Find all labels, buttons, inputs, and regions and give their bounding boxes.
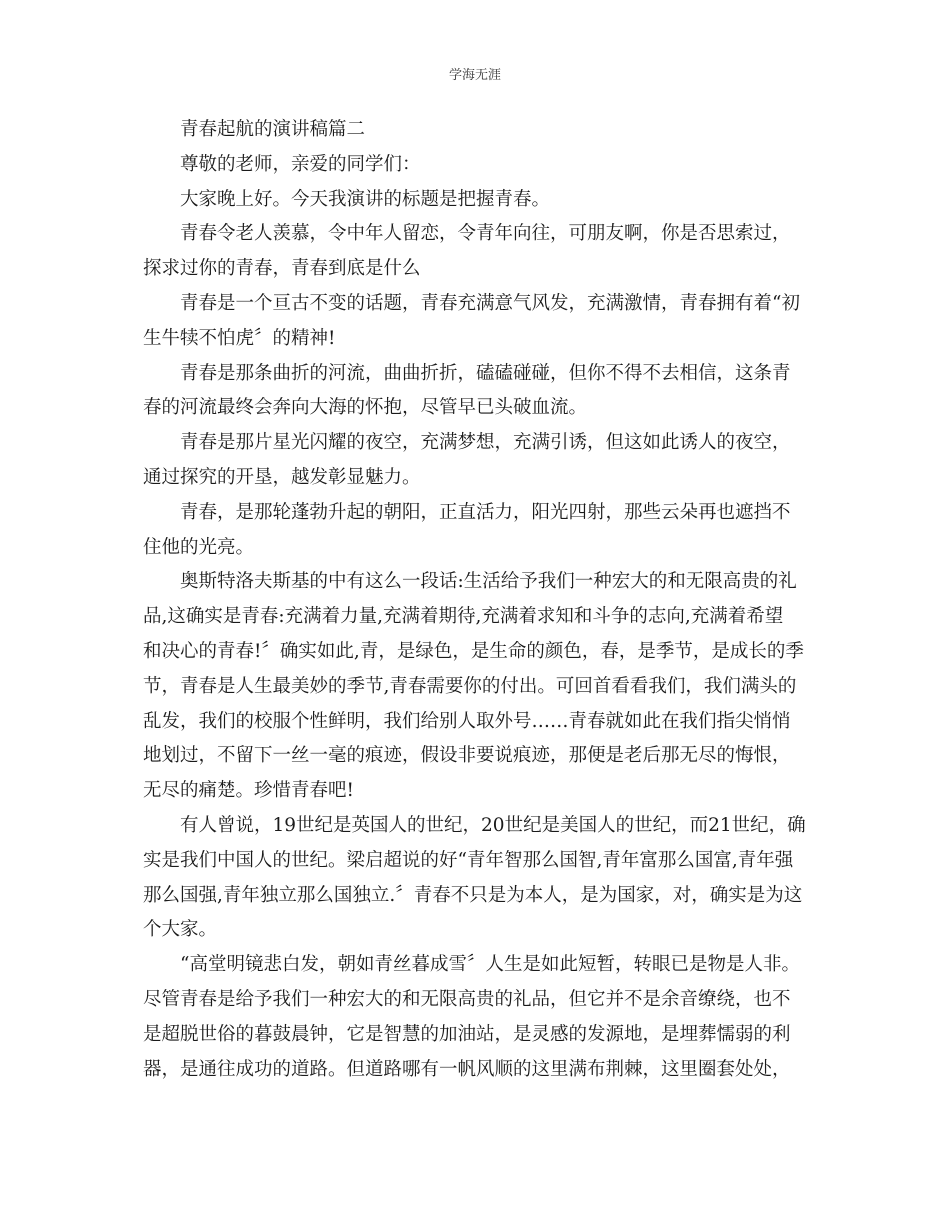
text-line: 尽管青春是给予我们一种宏大的和无限高贵的礼品，但它并不是余音缭绕，也不 [143, 988, 791, 1010]
text-line: 探求过你的青春，青春到底是什么 [143, 258, 421, 280]
document-body [143, 113, 815, 1087]
text-line: 通过探究的开垦，越发彰显魅力。 [143, 466, 421, 488]
text-line: 节，青春是人生最美妙的季节,青春需要你的付出。可回首看看我们，我们满头的 [143, 675, 797, 697]
text-line: 乱发，我们的校服个性鲜明，我们给别人取外号……青春就如此在我们指尖悄悄 [143, 710, 791, 732]
text-line: 那么国强,青年独立那么国独立.〞青春不只是为本人，是为国家，对，确实是为这 [143, 884, 803, 906]
text-line: 个大家。 [143, 919, 218, 941]
text-line: 实是我们中国人的世纪。梁启超说的好“青年智那么国智,青年富那么国富,青年强 [143, 849, 794, 871]
text-line: 青春是一个亘古不变的话题，青春充满意气风发，充满激情，青春拥有着“初 [180, 292, 800, 314]
text-line: 春的河流最终会奔向大海的怀抱，尽管早已头破血流。 [143, 397, 588, 419]
text-line: 青春，是那轮蓬勃升起的朝阳，正直活力，阳光四射，那些云朵再也遮挡不 [180, 501, 791, 523]
text-line: 青春是那条曲折的河流，曲曲折折，磕磕碰碰，但你不得不去相信，这条青 [180, 362, 791, 384]
text-line: 青春是那片星光闪耀的夜空，充满梦想，充满引诱，但这如此诱人的夜空， [180, 432, 791, 454]
text-line: 和决心的青春!〞确实如此,青，是绿色，是生命的颜色，春，是季节，是成长的季 [143, 640, 804, 662]
text-line: 奥斯特洛夫斯基的中有这么一段话:生活给予我们一种宏大的和无限高贵的礼 [180, 571, 797, 593]
text-line: “高堂明镜悲白发，朝如青丝暮成雪〞人生是如此短暂，转眼已是物是人非。 [180, 954, 800, 976]
text-line: 大家晚上好。今天我演讲的标题是把握青春。 [180, 188, 551, 210]
text-line: 地划过，不留下一丝一毫的痕迹，假设非要说痕迹，那便是老后那无尽的悔恨， [143, 745, 791, 767]
text-line: 是超脱世俗的暮鼓晨钟，它是智慧的加油站，是灵感的发源地，是埋葬懦弱的利 [143, 1023, 791, 1045]
text-line: 生牛犊不怕虎〞的精神! [143, 327, 336, 349]
text-line: 品,这确实是青春:充满着力量,充满着期待,充满着求知和斗争的志向,充满着希望 [143, 606, 784, 628]
text-line: 住他的光亮。 [143, 536, 255, 558]
text-line: 有人曾说，19世纪是英国人的世纪，20世纪是美国人的世纪，而21世纪，确 [180, 814, 806, 836]
text-line: 青春起航的演讲稿篇二 [180, 119, 366, 140]
text-line: 无尽的痛楚。珍惜青春吧! [143, 780, 354, 802]
page-header: 学海无涯 [448, 68, 501, 83]
text-line: 尊敬的老师，亲爱的同学们： [180, 153, 421, 175]
text-line: 青春令老人羡慕，令中年人留恋，令青年向往，可朋友啊，你是否思索过， [180, 223, 791, 245]
text-line: 器，是通往成功的道路。但道路哪有一帆风顺的这里满布荆棘，这里圈套处处， [143, 1058, 791, 1080]
